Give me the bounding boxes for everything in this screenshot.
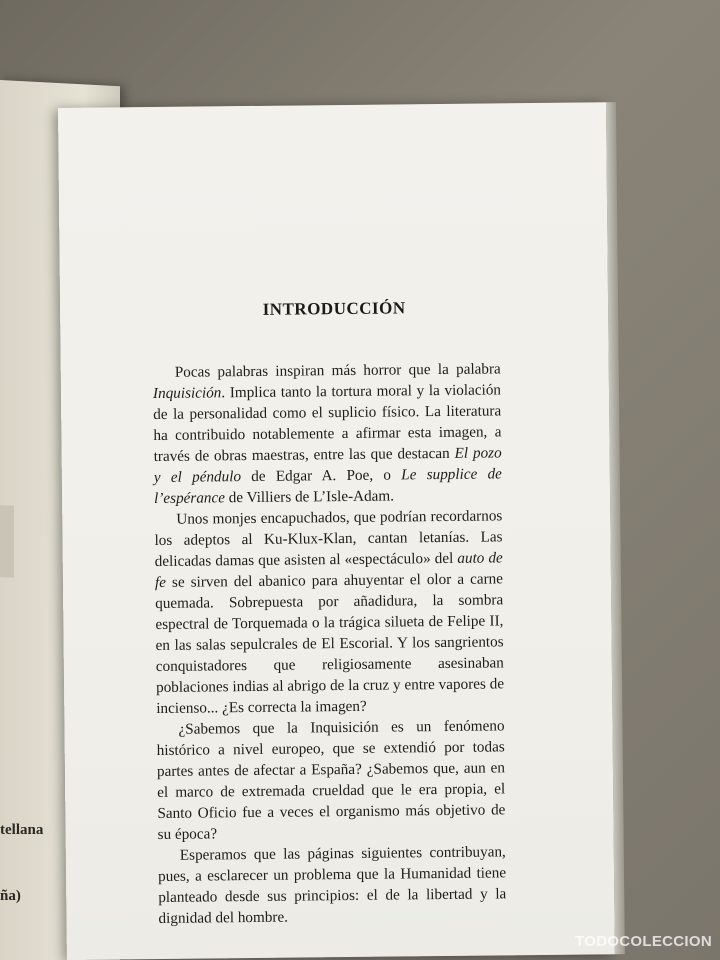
- paragraph: [156, 715, 505, 845]
- underlying-page-text-1: tellana: [0, 822, 44, 838]
- text-segment: de Edgar A. Poe, o: [240, 466, 402, 486]
- page-title: INTRODUCCIÓN: [262, 298, 406, 319]
- paragraph: [154, 505, 504, 719]
- text-segment: ¿Sabemos que la Inquisición es un fenómeno histórico a nivel europeo, que se extendió por todas partes antes de afectar a España? ¿Sabemos que, aun en el marco de extremada crueldad que le era propia, el Santo Oficio fue a veces el organismo más objetivo de su época?: [156, 717, 506, 843]
- body-text: [153, 358, 507, 929]
- underlying-page-text-2: ña): [0, 888, 21, 904]
- paragraph: [158, 841, 507, 929]
- text-segment: Pocas palabras inspiran más horror que la palabra: [174, 360, 501, 381]
- paragraph: [153, 358, 503, 509]
- watermark: TODOCOLECCION: [575, 933, 712, 950]
- text-segment: . Implica tanto la tortura moral y la violación de la personalidad como el suplicio físico. La literatura ha contribuido notablemente a afirmar esta imagen, a través de obras maestras, entre las que destacan: [153, 381, 502, 466]
- underlying-page-mark: [0, 505, 14, 578]
- page-edge: [606, 102, 625, 954]
- text-segment: se sirven del abanico para ahuyentar el olor a carne quemada. Sobrepuesta por añadidura, la sombra espectral de Torquemada o la trágica silueta de Felipe II, en las salas sepulcrales de El Escorial. Y los sangrientos conquistadores que religiosamente asesinaban poblaciones indias al abrigo de la cruz y entre vapores de incienso... ¿Es correcta la imagen?: [155, 570, 505, 718]
- text-segment: Esperamos que las páginas siguientes contribuyan, pues, a esclarecer un problema que la Humanidad tiene planteado desde sus principios: el de la libertad y la dignidad del hombre.: [157, 843, 507, 927]
- text-segment: Unos monjes encapuchados, que podrían recordarnos los adeptos al Ku-Klux-Klan, cantan letanías. Las delicadas damas que asisten al «espectáculo» del: [154, 507, 503, 571]
- italic-text: Le supplice de l’espérance: [154, 465, 502, 508]
- book-page: [58, 102, 615, 960]
- italic-text: Inquisición: [152, 384, 222, 403]
- italic-text: El pozo y el péndulo: [153, 444, 502, 487]
- text-segment: de Villiers de L’Isle-Adam.: [224, 487, 395, 507]
- italic-text: auto de fe: [154, 549, 503, 592]
